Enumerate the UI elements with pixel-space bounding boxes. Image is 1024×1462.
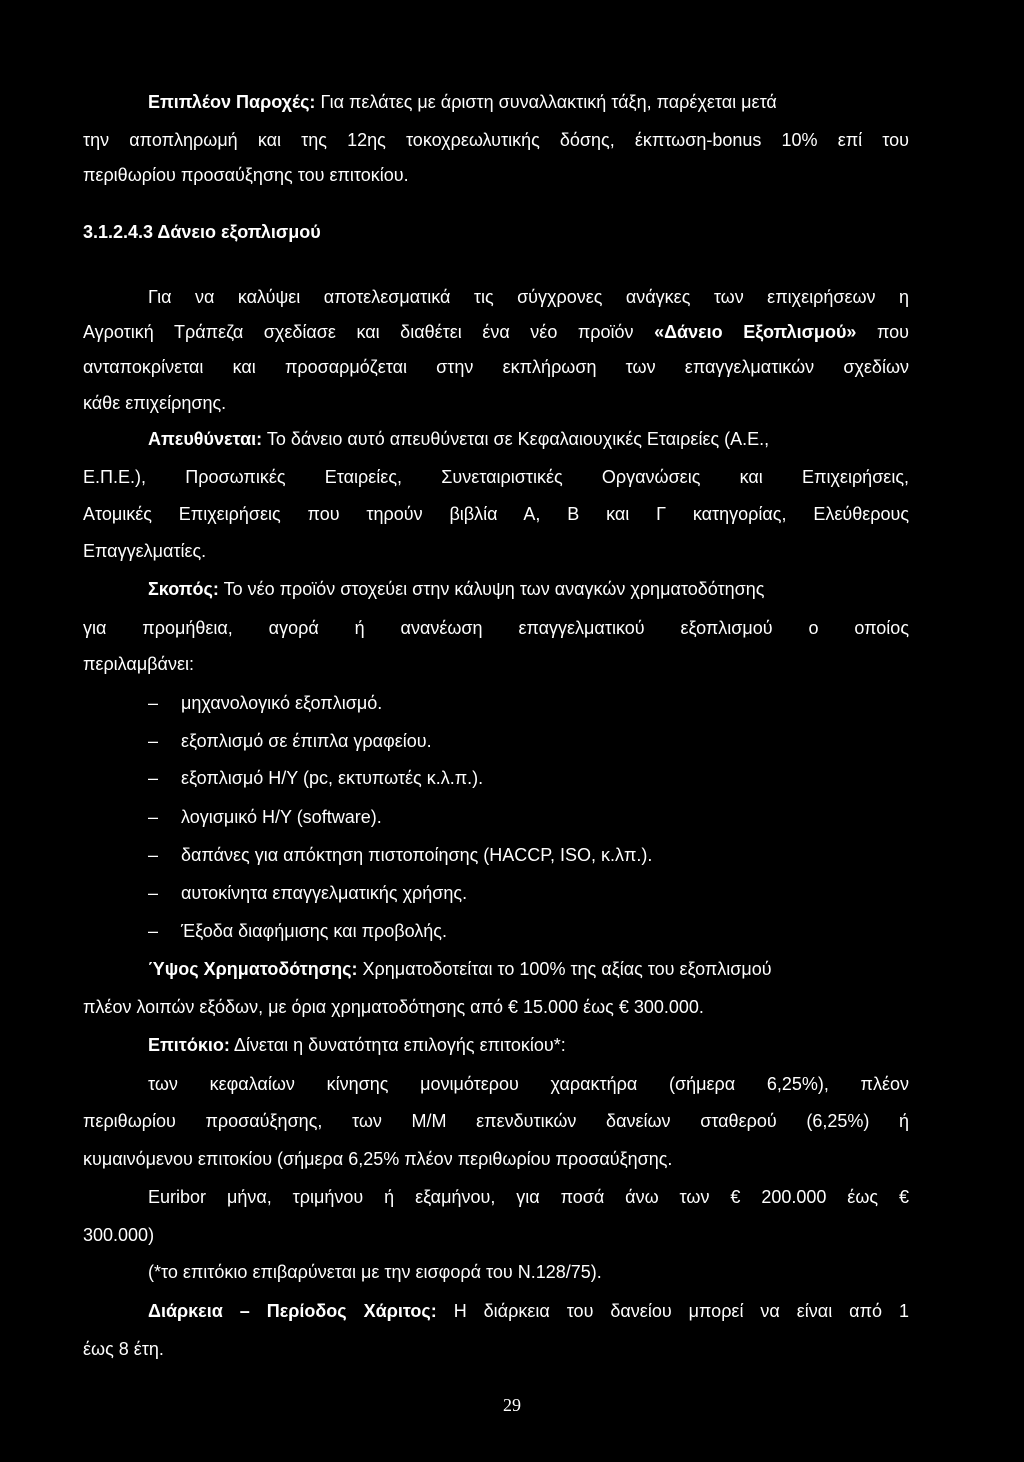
rate-line-1: Επιτόκιο: Δίνεται η δυνατότητα επιλογής επιτοκίου*: xyxy=(148,1035,566,1055)
list-item: – μηχανολογικό εξοπλισμό. xyxy=(148,693,383,713)
dash-marker: – xyxy=(148,731,159,751)
audience-label: Απευθύνεται: xyxy=(148,429,263,449)
dash-marker: – xyxy=(148,768,159,788)
list-item: – εξοπλισμό σε έπιπλα γραφείου. xyxy=(148,731,432,751)
audience-line-3: Ατομικές Επιχειρήσεις που τηρούν βιβλία Α, Β και Γ κατηγορίας, Ελεύθερους xyxy=(83,504,909,524)
audience-line-2: Ε.Π.Ε.), Προσωπικές Εταιρείες, Συνεταιριστικές Οργανώσεις και Επιχειρήσεις, xyxy=(83,467,909,487)
list-item: – δαπάνες για απόκτηση πιστοποίησης (HACCP, ISO, κ.λπ.). xyxy=(148,845,653,865)
duration-line-2: έως 8 έτη. xyxy=(83,1339,164,1359)
duration-line-1: Διάρκεια – Περίοδος Χάριτος: Η διάρκεια του δανείου μπορεί να είναι από 1 xyxy=(148,1301,909,1321)
audience-line-1: Απευθύνεται: Το δάνειο αυτό απευθύνεται σε Κεφαλαιουχικές Εταιρείες (Α.Ε., xyxy=(148,429,770,449)
rate-line-4: κυμαινόμενου επιτοκίου (σήμερα 6,25% πλέον περιθωρίου προσαύξησης. xyxy=(83,1149,673,1169)
list-item: – Έξοδα διαφήμισης και προβολής. xyxy=(148,921,447,941)
extra-benefits-label: Επιπλέον Παροχές: xyxy=(148,92,316,112)
intro-line-3: ανταποκρίνεται και προσαρμόζεται στην εκπλήρωση των επαγγελματικών σχεδίων xyxy=(83,357,909,377)
list-item: – λογισμικό Η/Υ (software). xyxy=(148,807,382,827)
dash-marker: – xyxy=(148,693,159,713)
intro-line-1: Για να καλύψει αποτελεσματικά τις σύγχρονες ανάγκες των επιχειρήσεων η xyxy=(148,287,909,307)
section-heading: 3.1.2.4.3 Δάνειο εξοπλισμού xyxy=(83,222,321,242)
duration-label: Διάρκεια – Περίοδος Χάριτος: xyxy=(148,1301,437,1321)
purpose-label: Σκοπός: xyxy=(148,579,219,599)
audience-line-4: Επαγγελματίες. xyxy=(83,541,207,561)
page-number: 29 xyxy=(503,1395,521,1415)
rate-line-6: 300.000) xyxy=(83,1225,155,1245)
extra-benefits-line-1: Επιπλέον Παροχές: Για πελάτες με άριστη συναλλακτική τάξη, παρέχεται μετά xyxy=(148,92,777,112)
purpose-line-1: Σκοπός: Το νέο προϊόν στοχεύει στην κάλυψη των αναγκών χρηματοδότησης xyxy=(148,579,765,599)
amount-label: Ύψος Χρηματοδότησης: xyxy=(148,959,358,979)
rate-label: Επιτόκιο: xyxy=(148,1035,230,1055)
dash-marker: – xyxy=(148,921,159,941)
amount-line-1: Ύψος Χρηματοδότησης: Χρηματοδοτείται το 100% της αξίας του εξοπλισμού xyxy=(148,959,772,979)
amount-line-2: πλέον λοιπών εξόδων, με όρια χρηματοδότησης από € 15.000 έως € 300.000. xyxy=(83,997,704,1017)
extra-benefits-line-3: περιθωρίου προσαύξησης του επιτοκίου. xyxy=(83,165,409,185)
intro-line-4: κάθε επιχείρησης. xyxy=(83,393,227,413)
list-item: – εξοπλισμό Η/Υ (pc, εκτυπωτές κ.λ.π.). xyxy=(148,768,484,788)
purpose-line-2: για προμήθεια, αγορά ή ανανέωση επαγγελματικού εξοπλισμού ο οποίος xyxy=(83,618,909,638)
extra-benefits-line-2: την αποπληρωμή και της 12ης τοκοχρεωλυτικής δόσης, έκπτωση-bonus 10% επί του xyxy=(83,130,909,150)
dash-marker: – xyxy=(148,845,159,865)
rate-note: (*το επιτόκιο επιβαρύνεται με την εισφορά του Ν.128/75). xyxy=(148,1262,602,1282)
purpose-line-3: περιλαμβάνει: xyxy=(83,654,194,674)
rate-line-2: των κεφαλαίων κίνησης μονιμότερου χαρακτήρα (σήμερα 6,25%), πλέον xyxy=(148,1074,909,1094)
dash-marker: – xyxy=(148,807,159,827)
rate-line-5: Euribor μήνα, τριμήνου ή εξαμήνου, για ποσά άνω των € 200.000 έως € xyxy=(148,1187,909,1207)
intro-line-2: Αγροτική Τράπεζα σχεδίασε και διαθέτει ένα νέο προϊόν «Δάνειο Εξοπλισμού» που xyxy=(83,322,909,342)
list-item: – αυτοκίνητα επαγγελματικής χρήσης. xyxy=(148,883,468,903)
product-name: «Δάνειο Εξοπλισμού» xyxy=(654,322,857,342)
rate-line-3: περιθωρίου προσαύξησης, των Μ/Μ επενδυτικών δανείων σταθερού (6,25%) ή xyxy=(83,1111,909,1131)
dash-marker: – xyxy=(148,883,159,903)
